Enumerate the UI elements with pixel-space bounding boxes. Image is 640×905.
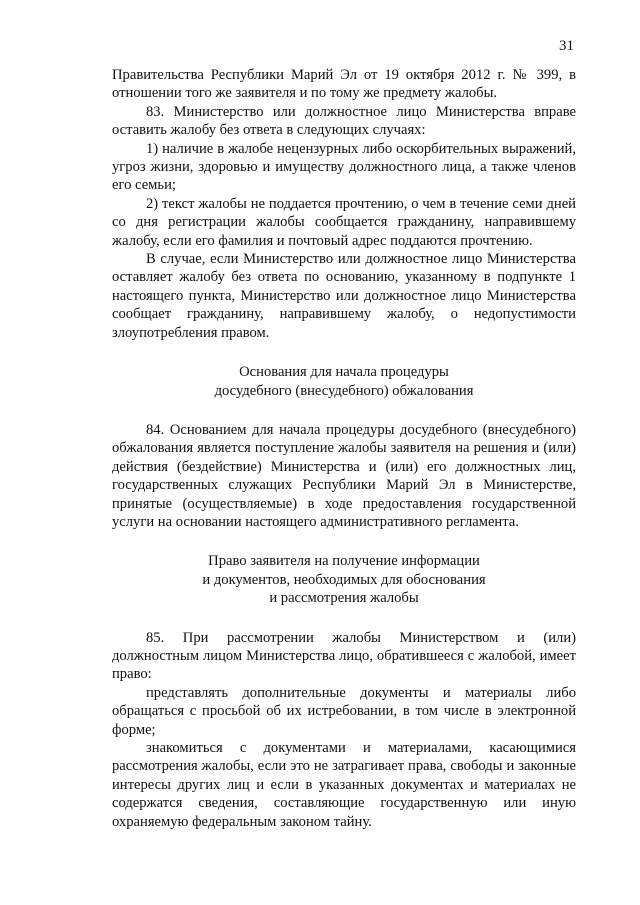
heading-line: и документов, необходимых для обоснования <box>202 571 486 588</box>
section-heading-rights <box>112 552 576 607</box>
paragraph-83-note: В случае, если Министерство или должностное лицо Министерства оставляет жалобу без ответа по основанию, указанному в подпункте 1 настоящего пункта, Министерство или должностное лицо Министерства сообщает гражданину, направившему жалобу, о недопустимости злоупотребления правом. <box>112 251 576 341</box>
document-body <box>112 66 576 831</box>
paragraph-83-item-2: 2) текст жалобы не поддается прочтению, о чем в течение семи дней со дня регистрации жалобы сообщается гражданину, направившему жалобу, если его фамилия и почтовый адрес поддаются прочтению. <box>112 195 576 249</box>
paragraph-85-right-1: представлять дополнительные документы и материалы либо обращаться с просьбой об их истребовании, в том числе в электронной форме; <box>112 684 576 738</box>
heading-line: досудебного (внесудебного) обжалования <box>214 382 474 399</box>
paragraph-84: 84. Основанием для начала процедуры досудебного (внесудебного) обжалования является поступление жалобы заявителя на решения и (или) действия (бездействие) Министерства и (или) его должностных лиц, государственных служащих Республики Марий Эл в Министерстве, принятые (осуществляемые) в ходе предоставления государственной услуги на основании настоящего административного регламента. <box>112 421 576 530</box>
section-heading-grounds <box>112 363 576 400</box>
heading-line: Право заявителя на получение информации <box>208 553 480 570</box>
paragraph-83-item-1: 1) наличие в жалобе нецензурных либо оскорбительных выражений, угроз жизни, здоровью и имуществу должностного лица, а также членов его семьи; <box>112 140 576 194</box>
paragraph-85: 85. При рассмотрении жалобы Министерством и (или) должностным лицом Министерства лицо, обратившееся с жалобой, имеет право: <box>112 629 576 683</box>
paragraph-83: 83. Министерство или должностное лицо Министерства вправе оставить жалобу без ответа в следующих случаях: <box>112 103 576 139</box>
heading-line: Основания для начала процедуры <box>239 364 449 381</box>
paragraph-continuation: Правительства Республики Марий Эл от 19 октября 2012 г. № 399, в отношении того же заявителя и по тому же предмету жалобы. <box>112 67 576 102</box>
heading-line: и рассмотрения жалобы <box>269 590 419 607</box>
paragraph-85-right-2: знакомиться с документами и материалами, касающимися рассмотрения жалобы, если это не затрагивает права, свободы и законные интересы других лиц и если в указанных документах и материалах не содержатся сведения, составляющие государственную или иную охраняемую федеральным законом тайну. <box>112 740 576 830</box>
page-number: 31 <box>559 38 574 54</box>
